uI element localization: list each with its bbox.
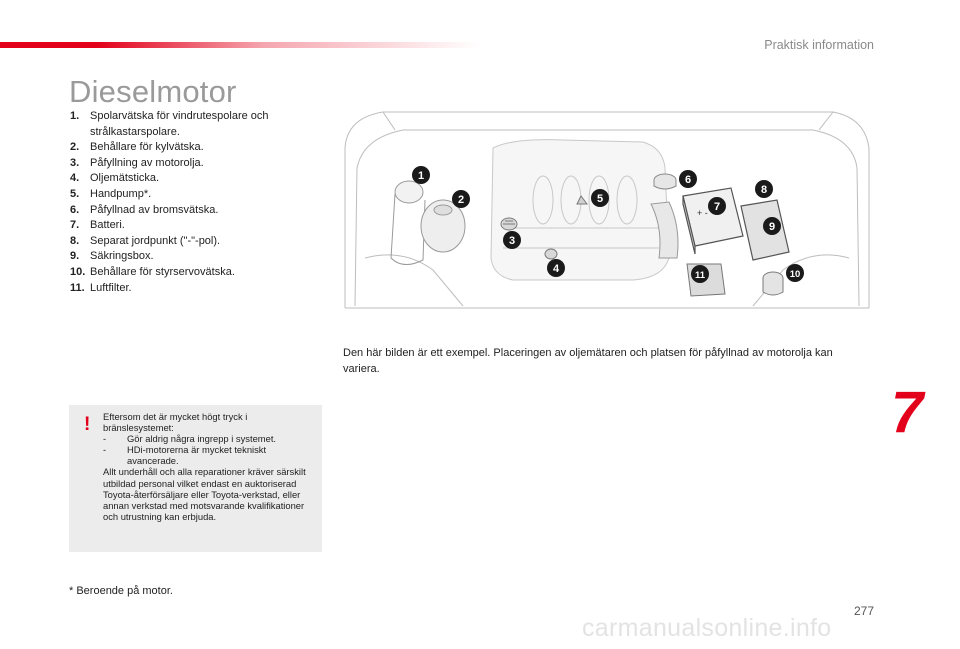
- svg-text:2: 2: [457, 194, 465, 206]
- item-number: 5.: [70, 187, 80, 200]
- svg-text:8: 8: [760, 184, 768, 196]
- dash-marker: -: [103, 444, 107, 456]
- callout-1: [412, 166, 430, 184]
- callout-11: [691, 265, 709, 283]
- item-number: 3.: [70, 156, 80, 169]
- svg-text:4: 4: [552, 263, 560, 275]
- list-item: [70, 281, 330, 297]
- list-item: [70, 187, 330, 203]
- callout-5: [591, 189, 609, 207]
- warning-item-text: HDi-motorerna är mycket tekniskt avancerade.: [127, 444, 267, 467]
- svg-text:11: 11: [694, 270, 706, 281]
- warning-list-item: [103, 433, 317, 444]
- item-number: 7.: [70, 219, 80, 232]
- item-text: Separat jordpunkt ("-"-pol).: [90, 234, 221, 247]
- item-text: Luftfilter.: [90, 281, 132, 294]
- item-text: Handpump*.: [90, 187, 152, 200]
- warning-item-text: Gör aldrig några ingrepp i systemet.: [127, 433, 277, 445]
- warning-icon: !: [84, 414, 91, 435]
- list-item: [70, 249, 330, 265]
- warning-outro: Allt underhåll och alla reparationer kräver särskilt utbildad personal vilket endast en auktoriserad Toyota-återförsäljare eller Toyota-verkstad, eller annan verkstad med motsvarande kvalifikationer och utrustning kan erbjuda.: [103, 466, 306, 522]
- page-number: 277: [853, 604, 874, 618]
- warning-text: [103, 411, 317, 522]
- engine-block: [491, 140, 669, 280]
- dash-marker: -: [103, 433, 107, 445]
- list-item: [70, 109, 330, 140]
- diagram-caption: Den här bilden är ett exempel. Placeringen av oljemätaren och platsen för påfyllnad av motorolja kan variera.: [343, 347, 833, 375]
- oil-filler-cap: [501, 218, 517, 230]
- coolant-reservoir: [421, 200, 465, 252]
- warning-intro: Eftersom det är mycket högt tryck i bränslesystemet:: [103, 411, 248, 434]
- item-number: 8.: [70, 234, 80, 247]
- svg-text:10: 10: [789, 269, 801, 280]
- svg-text:5: 5: [596, 193, 604, 205]
- item-text: Behållare för kylvätska.: [90, 141, 204, 154]
- item-text: Påfyllning av motorolja.: [90, 156, 204, 169]
- svg-text:9: 9: [768, 221, 776, 233]
- warning-box: [69, 405, 322, 552]
- svg-text:7: 7: [713, 201, 721, 213]
- svg-text:3: 3: [508, 235, 516, 247]
- footnote: * Beroende på motor.: [69, 585, 173, 597]
- item-text: Behållare för styrservovätska.: [90, 265, 235, 278]
- item-number: 11.: [70, 281, 85, 294]
- item-number: 1.: [70, 110, 80, 122]
- warning-list-item: [103, 444, 317, 466]
- watermark: carmanualsonline.info: [582, 614, 832, 642]
- header-accent-bar: [0, 42, 480, 48]
- list-item: [70, 234, 330, 250]
- callout-2: [452, 190, 470, 208]
- callout-9: [763, 217, 781, 235]
- battery-symbol: + -: [697, 208, 708, 218]
- battery: [683, 188, 743, 254]
- item-number: 9.: [70, 250, 80, 263]
- svg-text:1: 1: [417, 170, 425, 182]
- callout-3: [503, 231, 521, 249]
- item-text: Spolarvätska för vindrutespolare och strålkastarspolare.: [90, 110, 269, 138]
- item-number: 10.: [70, 265, 86, 278]
- list-item: [70, 218, 330, 234]
- washer-reservoir: [391, 181, 425, 265]
- item-text: Batteri.: [90, 219, 125, 232]
- brake-fluid-cap: [654, 174, 676, 189]
- item-number: 2.: [70, 141, 80, 154]
- item-number: 6.: [70, 203, 80, 216]
- parts-list: [70, 109, 330, 296]
- callout-10: [786, 264, 804, 282]
- callout-8: [755, 180, 773, 198]
- list-item: [70, 265, 330, 281]
- page-title: Dieselmotor: [69, 74, 237, 109]
- item-number: 4.: [70, 172, 80, 185]
- engine-bay-diagram: [343, 108, 871, 311]
- item-text: Påfyllnad av bromsvätska.: [90, 203, 219, 216]
- list-item: [70, 203, 330, 219]
- svg-text:6: 6: [684, 174, 692, 186]
- item-text: Oljemätsticka.: [90, 172, 160, 185]
- list-item: [70, 140, 330, 156]
- dipstick: [545, 249, 557, 259]
- list-item: [70, 156, 330, 172]
- callout-4: [547, 259, 565, 277]
- chapter-number: 7: [891, 380, 924, 445]
- callout-7: [708, 197, 726, 215]
- callout-6: [679, 170, 697, 188]
- power-steering-reservoir: [763, 272, 783, 295]
- list-item: [70, 171, 330, 187]
- section-header: Praktisk information: [764, 38, 874, 52]
- item-text: Säkringsbox.: [90, 250, 154, 263]
